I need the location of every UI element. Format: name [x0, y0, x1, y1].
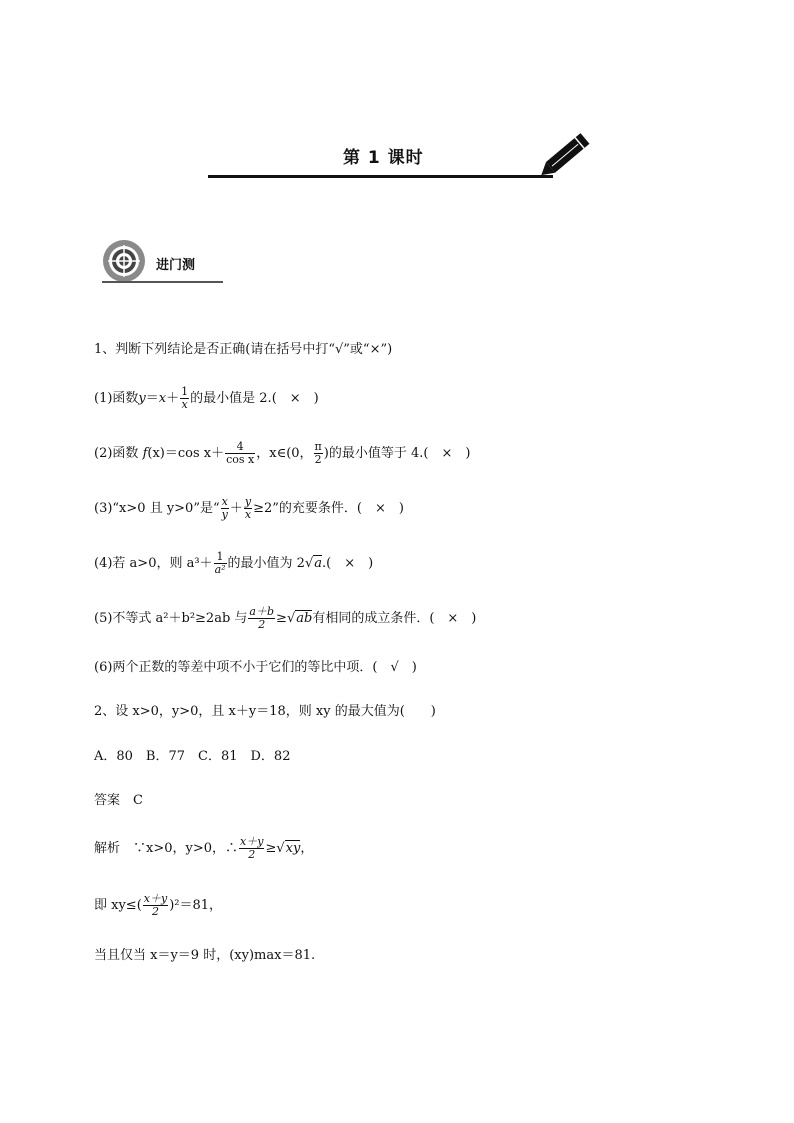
fraction: $\frac{\pi}{2}$ [314, 440, 322, 466]
fraction: $\frac{x}{y}$ [221, 495, 228, 521]
math-op: ≥ [276, 611, 287, 626]
fraction: $\frac{a+b}{2}$ [249, 605, 275, 631]
item-text: (x)＝cos x＋ [147, 446, 225, 461]
math-op: ≥ [265, 841, 277, 856]
q1-item-5: (5)不等式 a²＋b²≥2ab 与 $\frac{a+b}{2}$ ≥√ab有相同的成立条件．( × ) [94, 605, 477, 631]
item-text: )²＝81， [169, 898, 223, 913]
q2-step3: 当且仅当 x＝y＝9 时，(xy)max＝81. [94, 948, 316, 963]
item-text: 的最小值为 2 [227, 556, 305, 571]
title-underline [208, 175, 553, 178]
item-text: ，x∈(0， [256, 446, 313, 461]
item-text: ， [300, 841, 314, 856]
q2-prompt: 2、设 x>0，y>0，且 x＋y＝18，则 xy 的最大值为( ) [94, 704, 436, 719]
q2-answer: 答案 C [94, 793, 143, 808]
lesson-title: 第 1 课时 [343, 148, 424, 168]
item-text: (3)“x>0 且 y>0”是“ [94, 501, 220, 516]
fraction: $\frac{4}{\text{cos x}}$ [226, 440, 255, 466]
item-text: ≥2”的充要条件．( × ) [253, 501, 404, 516]
item-text: 解析 ∵x>0，y>0，∴ [94, 841, 239, 856]
fraction: $\frac{x+y}{2}$ [143, 892, 168, 918]
item-text: (2)函数 [94, 446, 143, 461]
item-text: (5)不等式 a²＋b²≥2ab 与 [94, 611, 248, 626]
q1-item-1 [94, 386, 319, 411]
fraction: $\frac{x+y}{2}$ [240, 835, 264, 861]
math-var: f [142, 446, 148, 461]
item-text: (1)函数 [94, 391, 139, 406]
q2-options: A．80 B．77 C．81 D．82 [94, 749, 291, 764]
item-text: .( × ) [322, 556, 374, 571]
item-text: 的最小值是 2.( × ) [190, 391, 319, 406]
math-op: ＋ [229, 501, 243, 516]
q1-item-2 [94, 441, 470, 466]
item-text: 有相同的成立条件．( × ) [312, 611, 477, 626]
math-op: ＋ [166, 391, 180, 406]
pencil-icon [540, 128, 596, 180]
q1-prompt: 1、判断下列结论是否正确(请在括号中打“√”或“×”) [94, 342, 393, 357]
fraction: $\frac{1}{\text{a²}}$ [214, 550, 226, 576]
section-underline [102, 281, 223, 283]
sqrt-radicand: ab [296, 611, 313, 626]
sqrt-radicand: xy [285, 841, 301, 856]
q1-item-6: (6)两个正数的等差中项不小于它们的等比中项．( √ ) [94, 660, 417, 675]
target-icon [102, 239, 146, 283]
math-var: x [158, 391, 167, 406]
sqrt-radicand: a [314, 556, 322, 571]
section-label: 进门测 [156, 258, 196, 273]
q1-item-4: (4)若 a>0，则 a³＋ $\frac{1}{\text{a²}}$ 的最小值为 2√a.( × ) [94, 550, 374, 576]
q2-analysis: 解析 ∵x>0，y>0，∴ $\frac{x+y}{2}$ ≥√xy， [94, 835, 314, 861]
fraction: $\frac{y}{x}$ [244, 495, 252, 521]
q1-item-3 [94, 496, 404, 521]
fraction: $\frac{1}{x}$ [181, 385, 189, 411]
item-text: (4)若 a>0，则 a³＋ [94, 556, 213, 571]
q2-step2 [94, 893, 222, 918]
item-text: 即 xy≤( [94, 898, 142, 913]
item-text: )的最小值等于 4.( × ) [323, 446, 471, 461]
math-op: ＝ [145, 391, 159, 406]
math-var: y [138, 391, 146, 406]
